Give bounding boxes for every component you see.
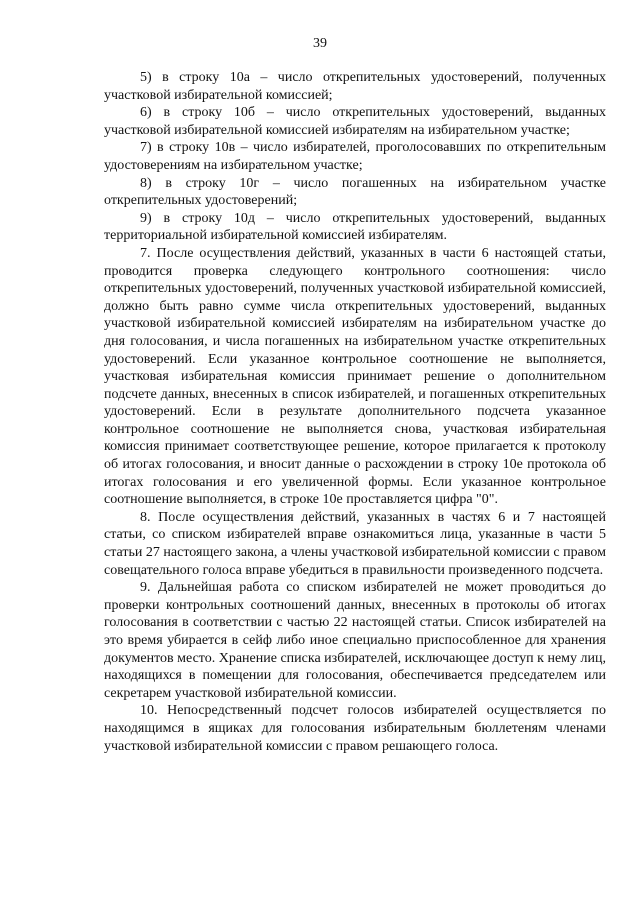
paragraph-part-9: 9. Дальнейшая работа со списком избирателей не может проводиться до проверки контрольных соотношений данных, внесенных в протоколы об итогах голосования в соответствии с частью 22 настоящей статьи. Список избирателей на это время убирается в сейф либо иное специально приспособленное для хранения документов место. Хранение списка избирателей, исключающее доступ к нему лиц, находящихся в помещении для голосования, обеспечивается председателем или секретарем участковой избирательной комиссии. <box>104 580 606 701</box>
paragraph-line-10d: 9) в строку 10д – число открепительных удостоверений, выданных территориальной избирательной комиссией избирателям. <box>104 210 606 244</box>
paragraph-part-7: 7. После осуществления действий, указанных в части 6 настоящей статьи, проводится проверка следующего контрольного соотношения: число открепительных удостоверений, полученных участковой избирательной комиссией, должно быть равно сумме числа открепительных удостоверений, выданных участковой избирательной комиссией избирателям на избирательном участке до дня голосования, и числа погашенных на избирательном участке открепительных удостоверений. Если указанное контрольное соотношение не выполняется, участковая избирательная комиссия принимает решение о дополнительном подсчете данных, внесенных в список избирателей, и погашенных открепительных удостоверений. Если в результате дополнительного подсчета указанное контрольное соотношение не выполняется снова, участковая избирательная комиссия принимает соответствующее решение, которое прилагается к протоколу об итогах голосования, и вносит данные о расхождении в строку 10е протокола об итогах голосования и его увеличенной формы. Если указанное контрольное соотношение выполняется, в строке 10е проставляется цифра "0". <box>104 245 606 508</box>
document-body <box>104 69 606 755</box>
page-number: 39 <box>313 36 327 51</box>
paragraph-line-10v: 7) в строку 10в – число избирателей, проголосовавших по открепительным удостоверениям на избирательном участке; <box>104 140 606 173</box>
paragraph-part-8: 8. После осуществления действий, указанных в частях 6 и 7 настоящей статьи, со списком избирателей вправе ознакомиться лица, указанные в части 5 статьи 27 настоящего закона, а члены участковой избирательной комиссии с правом совещательного голоса вправе убедиться в правильности произведенного подсчета. <box>104 509 606 578</box>
paragraph-line-10g: 8) в строку 10г – число погашенных на избирательном участке открепительных удостоверений; <box>104 175 606 209</box>
paragraph-line-10a: 5) в строку 10а – число открепительных удостоверений, полученных участковой избирательной комиссией; <box>104 70 606 103</box>
paragraph-part-10: 10. Непосредственный подсчет голосов избирателей осуществляется по находящимся в ящиках для голосования избирательным бюллетеням членами участковой избирательной комиссии с правом решающего голоса. <box>104 703 606 754</box>
paragraph-line-10b: 6) в строку 10б – число открепительных удостоверений, выданных участковой избирательной комиссией избирателям на избирательном участке; <box>104 105 606 138</box>
